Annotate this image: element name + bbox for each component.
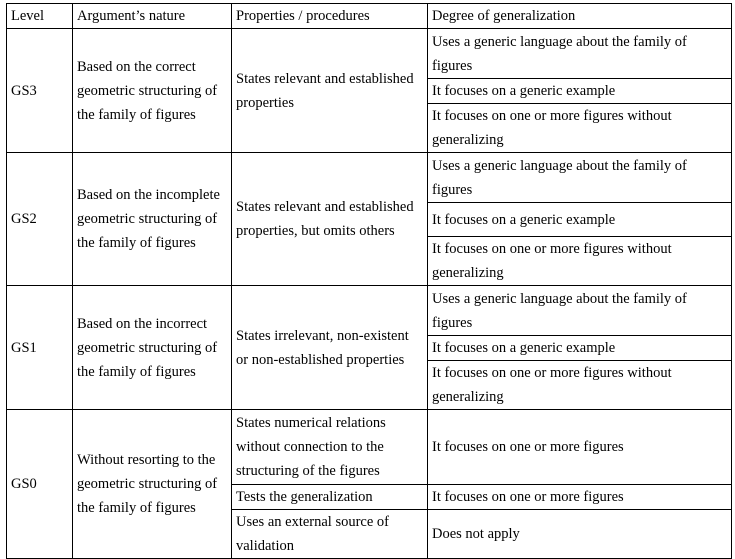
- degree-cell: Uses a generic language about the family of figures: [428, 286, 732, 336]
- properties-cell: Tests the generalization: [232, 485, 428, 510]
- degree-cell: Does not apply: [428, 510, 732, 559]
- degree-cell: It focuses on one or more figures: [428, 485, 732, 510]
- table-row: [7, 153, 732, 203]
- header-argument-nature: Argument’s nature: [73, 4, 232, 29]
- argument-cell: Without resorting to the geometric structuring of the family of figures: [73, 410, 232, 559]
- generalization-levels-table: [6, 3, 732, 559]
- header-degree-of-generalization: Degree of generalization: [428, 4, 732, 29]
- degree-cell: It focuses on a generic example: [428, 336, 732, 361]
- degree-cell: It focuses on a generic example: [428, 79, 732, 104]
- properties-cell: States relevant and established properties: [232, 29, 428, 153]
- level-cell: GS0: [7, 410, 73, 559]
- header-row: [7, 4, 732, 29]
- argument-cell: Based on the correct geometric structuring of the family of figures: [73, 29, 232, 153]
- degree-cell: It focuses on a generic example: [428, 203, 732, 237]
- argument-cell: Based on the incorrect geometric structuring of the family of figures: [73, 286, 232, 410]
- degree-cell: It focuses on one or more figures without generalizing: [428, 237, 732, 286]
- header-properties-procedures: Properties / procedures: [232, 4, 428, 29]
- level-cell: GS3: [7, 29, 73, 153]
- argument-cell: Based on the incomplete geometric structuring of the family of figures: [73, 153, 232, 286]
- degree-cell: Uses a generic language about the family of figures: [428, 29, 732, 79]
- degree-cell: It focuses on one or more figures without generalizing: [428, 104, 732, 153]
- table-row: [7, 29, 732, 79]
- header-level: Level: [7, 4, 73, 29]
- degree-cell: Uses a generic language about the family of figures: [428, 153, 732, 203]
- degree-cell: It focuses on one or more figures: [428, 410, 732, 485]
- degree-cell: It focuses on one or more figures without generalizing: [428, 361, 732, 410]
- level-cell: GS2: [7, 153, 73, 286]
- table-row: [7, 286, 732, 336]
- table-row: [7, 410, 732, 485]
- properties-cell: States relevant and established properties, but omits others: [232, 153, 428, 286]
- properties-cell: States irrelevant, non-existent or non-established properties: [232, 286, 428, 410]
- level-cell: GS1: [7, 286, 73, 410]
- properties-cell: States numerical relations without connection to the structuring of the figures: [232, 410, 428, 485]
- properties-cell: Uses an external source of validation: [232, 510, 428, 559]
